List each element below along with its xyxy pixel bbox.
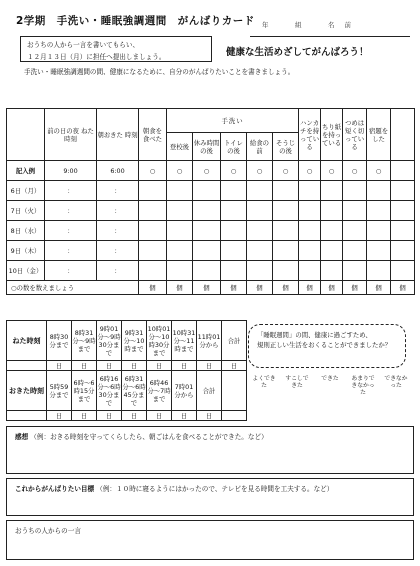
header-after-toilet: トイレの後 [221, 133, 247, 161]
class-name-label: 年 組 名前 [262, 21, 361, 29]
row-mark[interactable] [299, 181, 321, 201]
table-row [7, 161, 415, 181]
count-cell[interactable]: 個 [321, 281, 343, 295]
wake-range: 5時59分まで [47, 371, 72, 411]
row-mark[interactable] [367, 261, 391, 281]
header-breakfast: 朝食を 食べた [139, 109, 167, 161]
day-count-cell[interactable]: 日 [172, 411, 197, 421]
day-count-cell[interactable]: 日 [172, 361, 197, 371]
row-mark[interactable] [247, 181, 273, 201]
header-blank [7, 109, 45, 161]
header-after-recess: 休み時間の後 [193, 133, 221, 161]
rating-option[interactable]: すこしできた [285, 376, 309, 389]
row-mark: ○ [247, 161, 273, 181]
callout-line-1: 「睡眠週間」の間、健康に過ごすため、 [257, 331, 372, 339]
day-count-cell[interactable]: 日 [122, 361, 147, 371]
row-wake[interactable]: ： [97, 261, 139, 281]
day-count-cell[interactable]: 日 [197, 411, 222, 421]
self-rating-scale [250, 376, 410, 397]
count-cell[interactable]: 個 [247, 281, 273, 295]
notice-line-1: おうちの人から一言を書いてもらい、 [27, 41, 140, 49]
row-mark[interactable] [221, 241, 247, 261]
header-homework: 宿題をした [367, 109, 391, 161]
row-mark[interactable] [273, 261, 299, 281]
row-mark[interactable] [273, 181, 299, 201]
row-mark[interactable] [321, 221, 343, 241]
row-mark[interactable] [343, 261, 367, 281]
day-count-cell[interactable]: 日 [197, 361, 222, 371]
row-mark: ○ [367, 161, 391, 181]
row-sleep[interactable]: ： [45, 261, 97, 281]
goal-box[interactable] [6, 478, 414, 516]
count-cell[interactable]: 個 [193, 281, 221, 295]
header-after-cleaning: そうじの後 [273, 133, 299, 161]
row-wake[interactable]: ： [97, 241, 139, 261]
sleep-label: ねた時刻 [7, 321, 47, 361]
count-cell[interactable]: 個 [221, 281, 247, 295]
row-mark: ○ [167, 161, 193, 181]
family-label: おうちの人からの一言 [15, 527, 81, 535]
row-mark[interactable] [391, 241, 415, 261]
rating-option[interactable]: よくできた [252, 376, 276, 389]
wake-unit-blank [7, 411, 47, 421]
row-mark[interactable] [343, 241, 367, 261]
day-count-cell[interactable]: 日 [47, 361, 72, 371]
day-count-cell[interactable]: 日 [147, 411, 172, 421]
row-date: 6日（月） [7, 181, 45, 201]
rating-option[interactable]: あまりできなかった [351, 376, 375, 396]
row-wake[interactable]: ： [97, 221, 139, 241]
row-mark: ○ [139, 161, 167, 181]
row-sleep[interactable]: ： [45, 201, 97, 221]
header-before-lunch: 給食の前 [247, 133, 273, 161]
wake-range: 6時〜6時15分まで [72, 371, 97, 411]
row-mark[interactable] [221, 221, 247, 241]
row-date: 7日（火） [7, 201, 45, 221]
row-mark[interactable] [193, 261, 221, 281]
wake-range-blank [222, 371, 247, 411]
row-mark[interactable] [221, 201, 247, 221]
row-sleep: 9:00 [45, 161, 97, 181]
header-sleep-time: 前の日の夜 ねた時刻 [45, 109, 97, 161]
row-mark[interactable] [391, 221, 415, 241]
row-mark[interactable] [193, 201, 221, 221]
count-row [7, 281, 415, 295]
record-table [6, 108, 415, 295]
row-mark[interactable] [193, 181, 221, 201]
row-mark[interactable] [167, 241, 193, 261]
header-nail: つめは短く切っている [343, 109, 367, 161]
row-mark[interactable] [321, 241, 343, 261]
row-date: 8日（水） [7, 221, 45, 241]
row-mark[interactable] [167, 221, 193, 241]
row-mark[interactable] [167, 261, 193, 281]
row-mark[interactable] [273, 241, 299, 261]
header-handkerchief: ハンカチを持っている [299, 109, 321, 161]
wake-range: 6時31分〜6時45分まで [122, 371, 147, 411]
row-mark[interactable] [273, 201, 299, 221]
count-cell[interactable]: 個 [139, 281, 167, 295]
row-mark[interactable] [139, 221, 167, 241]
row-wake: 6:00 [97, 161, 139, 181]
row-mark[interactable] [221, 181, 247, 201]
header-tissue: ちり紙を持っている [321, 109, 343, 161]
sleep-range: 8時30分まで [47, 321, 72, 361]
wake-range: 6時16分〜6時30分まで [97, 371, 122, 411]
row-mark[interactable] [367, 241, 391, 261]
row-mark[interactable] [221, 261, 247, 281]
row-mark[interactable] [343, 221, 367, 241]
wake-label: おきた時刻 [7, 371, 47, 411]
day-count-cell[interactable]: 日 [222, 361, 247, 371]
count-cell[interactable]: 個 [343, 281, 367, 295]
day-count-cell[interactable]: 日 [122, 411, 147, 421]
wake-range: 合計 [197, 371, 222, 411]
count-cell[interactable]: 個 [391, 281, 415, 295]
table-row [7, 181, 415, 201]
row-mark[interactable] [167, 201, 193, 221]
row-mark[interactable] [391, 181, 415, 201]
row-mark[interactable] [167, 181, 193, 201]
family-comment-box[interactable] [6, 520, 414, 560]
row-mark[interactable] [247, 221, 273, 241]
row-mark[interactable] [247, 241, 273, 261]
row-wake[interactable]: ： [97, 201, 139, 221]
row-mark[interactable] [321, 201, 343, 221]
row-mark: ○ [299, 161, 321, 181]
table-row [7, 261, 415, 281]
count-cell[interactable]: 個 [299, 281, 321, 295]
header-wake-time: 朝おきた 時刻 [97, 109, 139, 161]
row-date: 10日（金） [7, 261, 45, 281]
header-school-arrival: 登校後 [167, 133, 193, 161]
callout-line-2: 規則正しい生活をおくることができましたか？ [257, 341, 392, 349]
count-cell[interactable]: 個 [367, 281, 391, 295]
slogan: 健康な生活めざしてがんばろう！ [226, 47, 369, 58]
page-title: 2学期 手洗い・睡眠強調週間 がんばりカード [16, 15, 255, 27]
row-mark[interactable] [247, 261, 273, 281]
day-count-blank [222, 411, 247, 421]
sleep-range: 9時01分〜9時30分まで [97, 321, 122, 361]
row-mark[interactable] [367, 201, 391, 221]
row-mark: ○ [193, 161, 221, 181]
row-mark[interactable] [299, 221, 321, 241]
row-mark[interactable] [247, 201, 273, 221]
row-sleep[interactable]: ： [45, 181, 97, 201]
row-mark[interactable] [299, 241, 321, 261]
row-mark-extra [391, 161, 415, 181]
day-count-cell[interactable]: 日 [97, 361, 122, 371]
row-mark[interactable] [273, 221, 299, 241]
sleep-range: 10時01分〜10時30分まで [147, 321, 172, 361]
row-mark[interactable] [321, 261, 343, 281]
row-mark: ○ [273, 161, 299, 181]
row-mark[interactable] [367, 221, 391, 241]
row-mark[interactable] [299, 261, 321, 281]
day-count-cell[interactable]: 日 [72, 361, 97, 371]
header-extra [391, 109, 415, 161]
day-count-cell[interactable]: 日 [97, 411, 122, 421]
row-wake[interactable]: ： [97, 181, 139, 201]
row-sleep[interactable]: ： [45, 221, 97, 241]
goal-label: これからがんばりたい目標 [15, 485, 95, 493]
row-mark[interactable] [391, 261, 415, 281]
sleep-range: 8時31分〜9時まで [72, 321, 97, 361]
feelings-box[interactable] [6, 426, 414, 474]
sleep-range: 10時31分〜11時まで [172, 321, 197, 361]
sleep-range: 合計 [222, 321, 247, 361]
row-mark[interactable] [139, 261, 167, 281]
notice-box [20, 36, 212, 62]
wake-range: 6時46分〜7時まで [147, 371, 172, 411]
row-date: 記入例 [7, 161, 45, 181]
feelings-label: 感想 [15, 433, 29, 441]
goal-example: （例：１０時に寝るようにはかったので、テレビを見る時間を工夫する。など） [96, 485, 334, 493]
row-mark[interactable] [139, 181, 167, 201]
row-mark: ○ [321, 161, 343, 181]
notice-line-2: １２月１３日（月）に担任へ提出しましょう。 [27, 53, 166, 61]
row-mark[interactable] [139, 201, 167, 221]
table-row [7, 201, 415, 221]
feelings-example: （例：おきる時刻を守ってくらしたら、朝ごはんを食べることができた。など） [30, 433, 268, 441]
row-mark: ○ [343, 161, 367, 181]
table-row [7, 241, 415, 261]
intro-text: 手洗い・睡眠強調週間の間、健康になるために、自分のがんばりたいことを書きましょう。 [24, 68, 295, 76]
self-check-callout [248, 324, 406, 368]
row-mark[interactable] [299, 201, 321, 221]
row-mark[interactable] [367, 181, 391, 201]
sleep-range: 9時31分〜10時まで [122, 321, 147, 361]
row-date: 9日（木） [7, 241, 45, 261]
day-count-cell[interactable]: 日 [47, 411, 72, 421]
count-row-label: ○の数を数えましょう [7, 281, 139, 295]
row-mark[interactable] [139, 241, 167, 261]
row-mark[interactable] [321, 181, 343, 201]
day-count-cell[interactable]: 日 [72, 411, 97, 421]
row-mark[interactable] [193, 221, 221, 241]
day-count-cell[interactable]: 日 [147, 361, 172, 371]
sleep-range: 11時01分から [197, 321, 222, 361]
row-mark[interactable] [343, 181, 367, 201]
row-mark[interactable] [343, 201, 367, 221]
row-mark[interactable] [391, 201, 415, 221]
sleep-unit-blank [7, 361, 47, 371]
row-mark[interactable] [193, 241, 221, 261]
rating-option[interactable]: できた [321, 376, 339, 382]
table-row [7, 221, 415, 241]
header-handwash: 手洗い [167, 109, 299, 133]
sleep-schedule-table [6, 320, 247, 421]
wake-range: 7時01分から [172, 371, 197, 411]
count-cell[interactable]: 個 [167, 281, 193, 295]
rating-option[interactable]: できなかった [384, 376, 408, 389]
count-cell[interactable]: 個 [273, 281, 299, 295]
row-sleep[interactable]: ： [45, 241, 97, 261]
row-mark: ○ [221, 161, 247, 181]
